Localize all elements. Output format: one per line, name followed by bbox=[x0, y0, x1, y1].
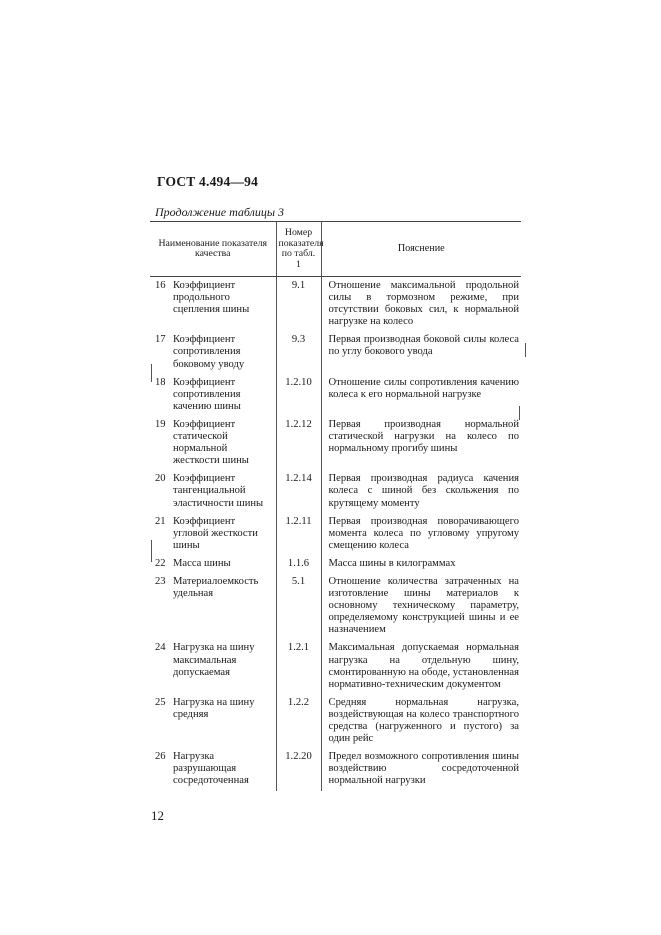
margin-mark bbox=[151, 540, 152, 562]
table-row bbox=[150, 748, 521, 791]
indicator-description: Максимальная допускаемая нормальная нагрузка на отдельную шину, смонтированную на ободе, установленная нормативно-техническим документом bbox=[328, 642, 519, 690]
table-row bbox=[150, 470, 521, 512]
indicator-description: Средняя нормальная нагрузка, воздействующая на колесо транспортного средства (нагруженного и пустого) за один рейс bbox=[328, 696, 519, 745]
table-row bbox=[150, 573, 521, 639]
indicator-name: Масса шины bbox=[173, 557, 231, 569]
table-body bbox=[150, 277, 521, 792]
row-number: 18 bbox=[155, 376, 166, 388]
indicator-ref: 1.2.2 bbox=[276, 694, 321, 748]
indicator-ref: 1.1.6 bbox=[276, 555, 321, 573]
indicator-ref: 1.2.10 bbox=[276, 374, 321, 416]
indicator-ref: 5.1 bbox=[276, 573, 321, 639]
table-row bbox=[150, 513, 521, 555]
margin-mark bbox=[519, 406, 520, 420]
row-number: 19 bbox=[155, 418, 166, 430]
indicator-description: Масса шины в килограммах bbox=[328, 557, 456, 569]
row-number: 16 bbox=[155, 280, 166, 291]
row-number: 26 bbox=[155, 751, 166, 763]
indicator-ref: 1.2.11 bbox=[276, 513, 321, 555]
indicator-name: Коэффициент сопротивления боковому уводу bbox=[173, 334, 245, 370]
row-number: 24 bbox=[155, 642, 166, 654]
margin-mark bbox=[151, 364, 152, 382]
table-row bbox=[150, 277, 521, 332]
indicator-name: Коэффициент сопротивления качению шины bbox=[173, 376, 241, 412]
indicator-name: Нагрузка на шину средняя bbox=[173, 696, 255, 720]
table-row bbox=[150, 694, 521, 748]
indicator-description: Отношение количества затраченных на изготовление шины материалов к основному техническому параметру, определяемому конструкцией шины и ее назначением bbox=[328, 575, 519, 636]
indicator-description: Отношение силы сопротивления качению колеса к его нормальной нагрузке bbox=[328, 376, 519, 400]
page-number: 12 bbox=[151, 808, 164, 823]
indicator-description: Отношение максимальной продольной силы в тормозном режиме, при отсутствии боковых сил, к нормальной нагрузке на колесо bbox=[328, 280, 519, 328]
indicator-ref: 1.2.1 bbox=[276, 639, 321, 693]
indicator-ref: 1.2.12 bbox=[276, 416, 321, 470]
indicator-ref: 9.3 bbox=[276, 331, 321, 373]
indicator-name: Коэффициент статической нормальной жесткости шины bbox=[173, 418, 249, 467]
row-number: 21 bbox=[155, 515, 166, 527]
indicator-description: Первая производная радиуса качения колеса с шиной без скольжения по крутящему моменту bbox=[328, 473, 519, 509]
table-row bbox=[150, 639, 521, 693]
margin-mark bbox=[525, 343, 526, 357]
row-number: 17 bbox=[155, 334, 166, 346]
indicator-name: Нагрузка разрушающая сосредоточенная bbox=[173, 751, 249, 787]
row-number: 22 bbox=[155, 557, 166, 569]
table-row bbox=[150, 555, 521, 573]
table-row bbox=[150, 374, 521, 416]
indicator-description: Первая производная боковой силы колеса по углу бокового увода bbox=[328, 334, 519, 358]
indicator-ref: 1.2.20 bbox=[276, 748, 321, 791]
indicator-description: Первая производная поворачивающего момента колеса по угловому упругому смещению колеса bbox=[328, 515, 519, 551]
row-number: 23 bbox=[155, 575, 166, 587]
row-number: 20 bbox=[155, 473, 166, 485]
column-header-ref: Номер показателя по табл. 1 bbox=[276, 222, 321, 277]
indicator-name: Нагрузка на шину максимальная допускаемая bbox=[173, 642, 255, 678]
quality-indicators-table bbox=[150, 221, 521, 791]
indicator-ref: 9.1 bbox=[276, 277, 321, 332]
indicator-name: Материалоемкость удельная bbox=[173, 575, 259, 600]
indicator-name: Коэффициент продольного сцепления шины bbox=[173, 280, 250, 316]
indicator-name: Коэффициент тангенциальной эластичности шины bbox=[173, 473, 264, 509]
table-row bbox=[150, 331, 521, 373]
indicator-description: Предел возможного сопротивления шины воздействию сосредоточенной нормальной нагрузки bbox=[328, 751, 519, 787]
indicator-description: Первая производная нормальной статической нагрузки на колесо по нормальному прогибу шины bbox=[328, 418, 519, 455]
indicator-name: Коэффициент угловой жесткости шины bbox=[173, 515, 258, 551]
column-header-desc: Пояснение bbox=[321, 222, 521, 277]
row-number: 25 bbox=[155, 696, 166, 708]
document-header: ГОСТ 4.494—94 bbox=[157, 174, 259, 189]
table-header-row bbox=[150, 222, 521, 277]
table-caption: Продолжение таблицы 3 bbox=[155, 205, 285, 219]
indicator-ref: 1.2.14 bbox=[276, 470, 321, 512]
column-header-name: Наименование показателя качества bbox=[150, 222, 276, 277]
table-row bbox=[150, 416, 521, 470]
